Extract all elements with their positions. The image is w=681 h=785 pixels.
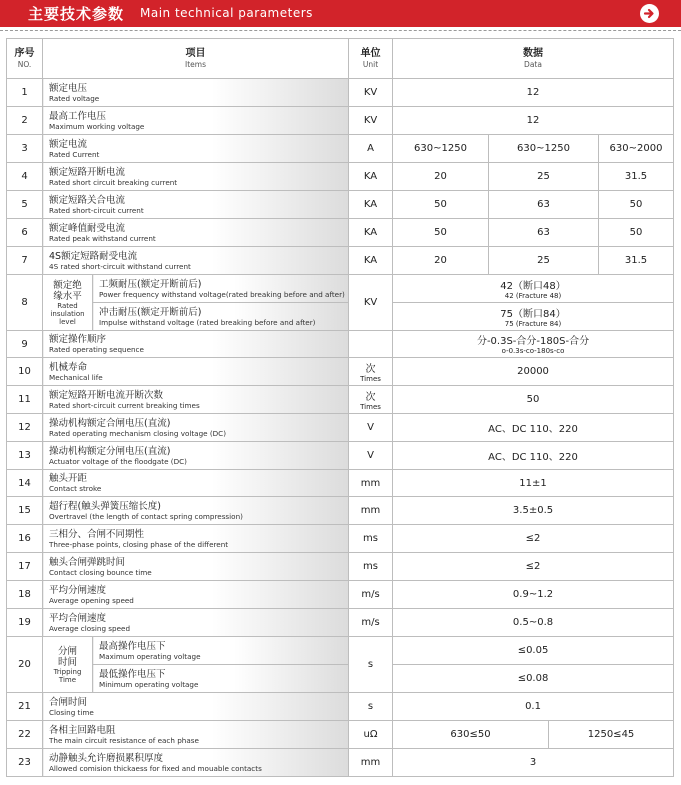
- item-label-cn: 操动机构额定分闸电压(直流): [49, 445, 171, 457]
- col-no: 序号 NO.: [7, 39, 43, 79]
- parameters-table: [6, 38, 674, 777]
- table-cell: A: [349, 135, 393, 163]
- header-divider: [0, 30, 681, 32]
- table-cell: 2: [7, 107, 43, 135]
- table-cell: 630~1250: [393, 135, 489, 163]
- table-cell: 0.9~1.2: [393, 581, 674, 609]
- table-cell: uΩ: [349, 721, 393, 749]
- table-cell: [43, 442, 349, 470]
- table-cell: 50: [599, 219, 674, 247]
- table-row: [7, 442, 674, 470]
- table-cell: KV: [349, 275, 393, 331]
- table-cell: 31.5: [599, 247, 674, 275]
- item-label-en: Maximum working voltage: [49, 121, 145, 131]
- table-cell: 18: [7, 581, 43, 609]
- table-cell: ms: [349, 525, 393, 553]
- table-cell: [43, 163, 349, 191]
- table-row: [7, 497, 674, 525]
- item-label-cn: 工频耐压(额定开断前后): [99, 278, 202, 290]
- item-label-en: Rated voltage: [49, 93, 100, 103]
- item-label-en: Overtravel (the length of contact spring compression): [49, 511, 243, 521]
- table-cell: 23: [7, 749, 43, 777]
- item-label-cn: 额定峰值耐受电流: [49, 222, 126, 234]
- item-label-cn: 各相主回路电阻: [49, 724, 116, 736]
- table-cell: 75（断口84） 75 (Fracture 84): [393, 303, 674, 331]
- table-row: [7, 637, 674, 665]
- col-unit: 单位 Unit: [349, 39, 393, 79]
- table-cell: 20000: [393, 358, 674, 386]
- table-cell: ≤2: [393, 553, 674, 581]
- table-cell: 4: [7, 163, 43, 191]
- item-label-en: Rated peak withstand current: [49, 233, 156, 243]
- item-label-en: Average opening speed: [49, 595, 134, 605]
- item-label-en: Rated short-circuit current: [49, 205, 144, 215]
- item-label-en: Three-phase points, closing phase of the different: [49, 539, 229, 549]
- table-cell: 630≤50: [393, 721, 549, 749]
- table-cell: 次 Times: [349, 358, 393, 386]
- table-cell: [43, 386, 349, 414]
- table-cell: 630~1250: [489, 135, 599, 163]
- table-row: [7, 386, 674, 414]
- table-cell: s: [349, 637, 393, 693]
- table-cell: ≤2: [393, 525, 674, 553]
- table-cell: 分-0.3S-合分-180S-合分 o-0.3s-co-180s-co: [393, 331, 674, 358]
- table-cell: 11: [7, 386, 43, 414]
- table-cell: 19: [7, 609, 43, 637]
- table-row: [7, 693, 674, 721]
- table-cell: [43, 414, 349, 442]
- table-cell: 20: [393, 163, 489, 191]
- table-cell: AC、DC 110、220: [393, 414, 674, 442]
- table-cell: mm: [349, 470, 393, 497]
- table-cell: 14: [7, 470, 43, 497]
- table-cell: 50: [599, 191, 674, 219]
- item-label-cn: 超行程(触头弹簧压缩长度): [49, 500, 161, 512]
- item-label-cn: 合闸时间: [49, 696, 88, 708]
- table-cell: [43, 693, 349, 721]
- insulation-group-label: 额定绝 缘水平 Rated insulation level: [43, 275, 93, 331]
- table-row: [7, 331, 674, 358]
- item-label-cn: 额定短路开断电流: [49, 166, 126, 178]
- section-title-cn: 主要技术参数: [28, 5, 125, 23]
- table-cell: 9: [7, 331, 43, 358]
- table-cell: [43, 135, 349, 163]
- table-cell: 次 Times: [349, 386, 393, 414]
- item-label-en: Contact stroke: [49, 484, 102, 493]
- table-cell: 25: [489, 247, 599, 275]
- item-label-en: Impulse withstand voltage (rated breaking before and after): [99, 317, 316, 327]
- item-label-cn: 最低操作电压下: [99, 668, 166, 680]
- table-cell: AC、DC 110、220: [393, 442, 674, 470]
- table-row: [7, 275, 674, 303]
- table-row: [7, 721, 674, 749]
- table-cell: [93, 303, 349, 331]
- table-cell: 1250≤45: [549, 721, 674, 749]
- table-row: [7, 219, 674, 247]
- item-label-cn: 4S额定短路耐受电流: [49, 250, 138, 262]
- table-cell: 25: [489, 163, 599, 191]
- table-cell: KA: [349, 247, 393, 275]
- item-label-cn: 三相分、合闸不同期性: [49, 528, 145, 540]
- table-cell: 8: [7, 275, 43, 331]
- item-label-en: Minimum operating voltage: [99, 679, 199, 689]
- item-label-en: Mechanical life: [49, 372, 103, 382]
- item-label-cn: 冲击耐压(额定开断前后): [99, 306, 202, 318]
- table-cell: 10: [7, 358, 43, 386]
- table-cell: 12: [393, 79, 674, 107]
- table-cell: 6: [7, 219, 43, 247]
- table-row: [7, 135, 674, 163]
- item-label-cn: 最高工作电压: [49, 110, 107, 122]
- table-row: [7, 581, 674, 609]
- table-cell: [43, 358, 349, 386]
- table-cell: 7: [7, 247, 43, 275]
- table-cell: V: [349, 414, 393, 442]
- table-cell: 42（断口48） 42 (Fracture 48): [393, 275, 674, 303]
- table-cell: m/s: [349, 609, 393, 637]
- item-label-en: Average closing speed: [49, 623, 131, 633]
- table-cell: 3: [7, 135, 43, 163]
- table-cell: KV: [349, 107, 393, 135]
- table-cell: V: [349, 442, 393, 470]
- table-cell: mm: [349, 497, 393, 525]
- table-cell: [43, 79, 349, 107]
- table-cell: KV: [349, 79, 393, 107]
- table-cell: [43, 525, 349, 553]
- item-label-en: Rated short-circuit current breaking times: [49, 400, 200, 410]
- table-cell: 21: [7, 693, 43, 721]
- table-cell: 12: [7, 414, 43, 442]
- table-cell: 63: [489, 219, 599, 247]
- table-cell: [349, 331, 393, 358]
- item-label-cn: 额定短路关合电流: [49, 194, 126, 206]
- col-items: 项目 Items: [43, 39, 349, 79]
- table-cell: 63: [489, 191, 599, 219]
- item-label-en: Contact closing bounce time: [49, 567, 152, 577]
- table-row: [7, 414, 674, 442]
- table-cell: 31.5: [599, 163, 674, 191]
- table-row: [7, 107, 674, 135]
- item-label-cn: 动静触头允许磨损累积厚度: [49, 752, 164, 764]
- table-cell: [43, 219, 349, 247]
- item-label-en: Rated short circuit breaking current: [49, 177, 178, 187]
- item-label-cn: 触头开距: [49, 473, 88, 484]
- table-row: [7, 358, 674, 386]
- table-cell: [43, 107, 349, 135]
- table-cell: 3.5±0.5: [393, 497, 674, 525]
- table-cell: [43, 191, 349, 219]
- table-row: [7, 247, 674, 275]
- table-cell: 13: [7, 442, 43, 470]
- item-label-cn: 机械寿命: [49, 361, 88, 373]
- table-cell: 0.5~0.8: [393, 609, 674, 637]
- item-label-en: Rated operating sequence: [49, 345, 144, 354]
- col-data: 数据 Data: [393, 39, 674, 79]
- table-cell: [43, 247, 349, 275]
- table-cell: 12: [393, 107, 674, 135]
- table-row: [7, 79, 674, 107]
- item-label-cn: 触头合闸弹跳时间: [49, 556, 126, 568]
- tripping-group-label: 分闸 时间 Tripping Time: [43, 637, 93, 693]
- table-row: [7, 525, 674, 553]
- table-cell: s: [349, 693, 393, 721]
- table-cell: 3: [393, 749, 674, 777]
- table-header-row: [7, 39, 674, 79]
- section-header: [0, 0, 681, 27]
- table-cell: [43, 497, 349, 525]
- table-cell: [93, 637, 349, 665]
- table-row: [7, 191, 674, 219]
- table-cell: 1: [7, 79, 43, 107]
- table-cell: m/s: [349, 581, 393, 609]
- table-cell: 50: [393, 191, 489, 219]
- table-cell: mm: [349, 749, 393, 777]
- table-row: [7, 665, 674, 693]
- table-cell: 17: [7, 553, 43, 581]
- item-label-en: Rated Current: [49, 149, 100, 159]
- table-cell: [43, 721, 349, 749]
- item-label-cn: 平均分闸速度: [49, 584, 107, 596]
- table-cell: [43, 749, 349, 777]
- table-cell: 50: [393, 219, 489, 247]
- table-row: [7, 749, 674, 777]
- table-cell: KA: [349, 163, 393, 191]
- table-cell: [43, 331, 349, 358]
- item-label-en: Power frequency withstand voltage(rated breaking before and after): [99, 289, 345, 299]
- item-label-en: The main circuit resistance of each phase: [49, 735, 199, 745]
- arrow-right-icon[interactable]: [640, 4, 659, 23]
- item-label-cn: 额定操作顺序: [49, 334, 107, 345]
- item-label-cn: 操动机构额定合闸电压(直流): [49, 417, 171, 429]
- table-row: [7, 163, 674, 191]
- table-cell: 15: [7, 497, 43, 525]
- table-cell: [43, 553, 349, 581]
- table-cell: [43, 609, 349, 637]
- table-row: [7, 553, 674, 581]
- item-label-en: 4S rated short-circuit withstand current: [49, 261, 191, 271]
- section-title-en: Main technical parameters: [140, 6, 313, 20]
- table-cell: 16: [7, 525, 43, 553]
- item-label-cn: 最高操作电压下: [99, 640, 166, 652]
- table-cell: [93, 665, 349, 693]
- table-cell: [43, 470, 349, 497]
- table-cell: 22: [7, 721, 43, 749]
- table-cell: ≤0.05: [393, 637, 674, 665]
- table-cell: [43, 581, 349, 609]
- table-row: [7, 470, 674, 497]
- table-cell: 0.1: [393, 693, 674, 721]
- table-cell: ms: [349, 553, 393, 581]
- table-cell: ≤0.08: [393, 665, 674, 693]
- item-label-cn: 额定电流: [49, 138, 88, 150]
- table-row: [7, 609, 674, 637]
- table-cell: 11±1: [393, 470, 674, 497]
- table-cell: 630~2000: [599, 135, 674, 163]
- item-label-en: Allowed comision thickaess for fixed and mouable contacts: [49, 763, 262, 773]
- table-cell: 20: [393, 247, 489, 275]
- table-cell: 5: [7, 191, 43, 219]
- item-label-cn: 额定电压: [49, 82, 88, 94]
- table-cell: [93, 275, 349, 303]
- table-row: [7, 303, 674, 331]
- item-label-cn: 平均合闸速度: [49, 612, 107, 624]
- item-label-en: Rated operating mechanism closing voltage (DC): [49, 428, 226, 438]
- table-cell: KA: [349, 219, 393, 247]
- item-label-en: Maximum operating voltage: [99, 651, 201, 661]
- table-cell: KA: [349, 191, 393, 219]
- item-label-en: Actuator voltage of the floodgate (DC): [49, 456, 187, 466]
- item-label-en: Closing time: [49, 707, 94, 717]
- table-cell: 20: [7, 637, 43, 693]
- table-cell: 50: [393, 386, 674, 414]
- item-label-cn: 额定短路开断电流开断次数: [49, 389, 164, 401]
